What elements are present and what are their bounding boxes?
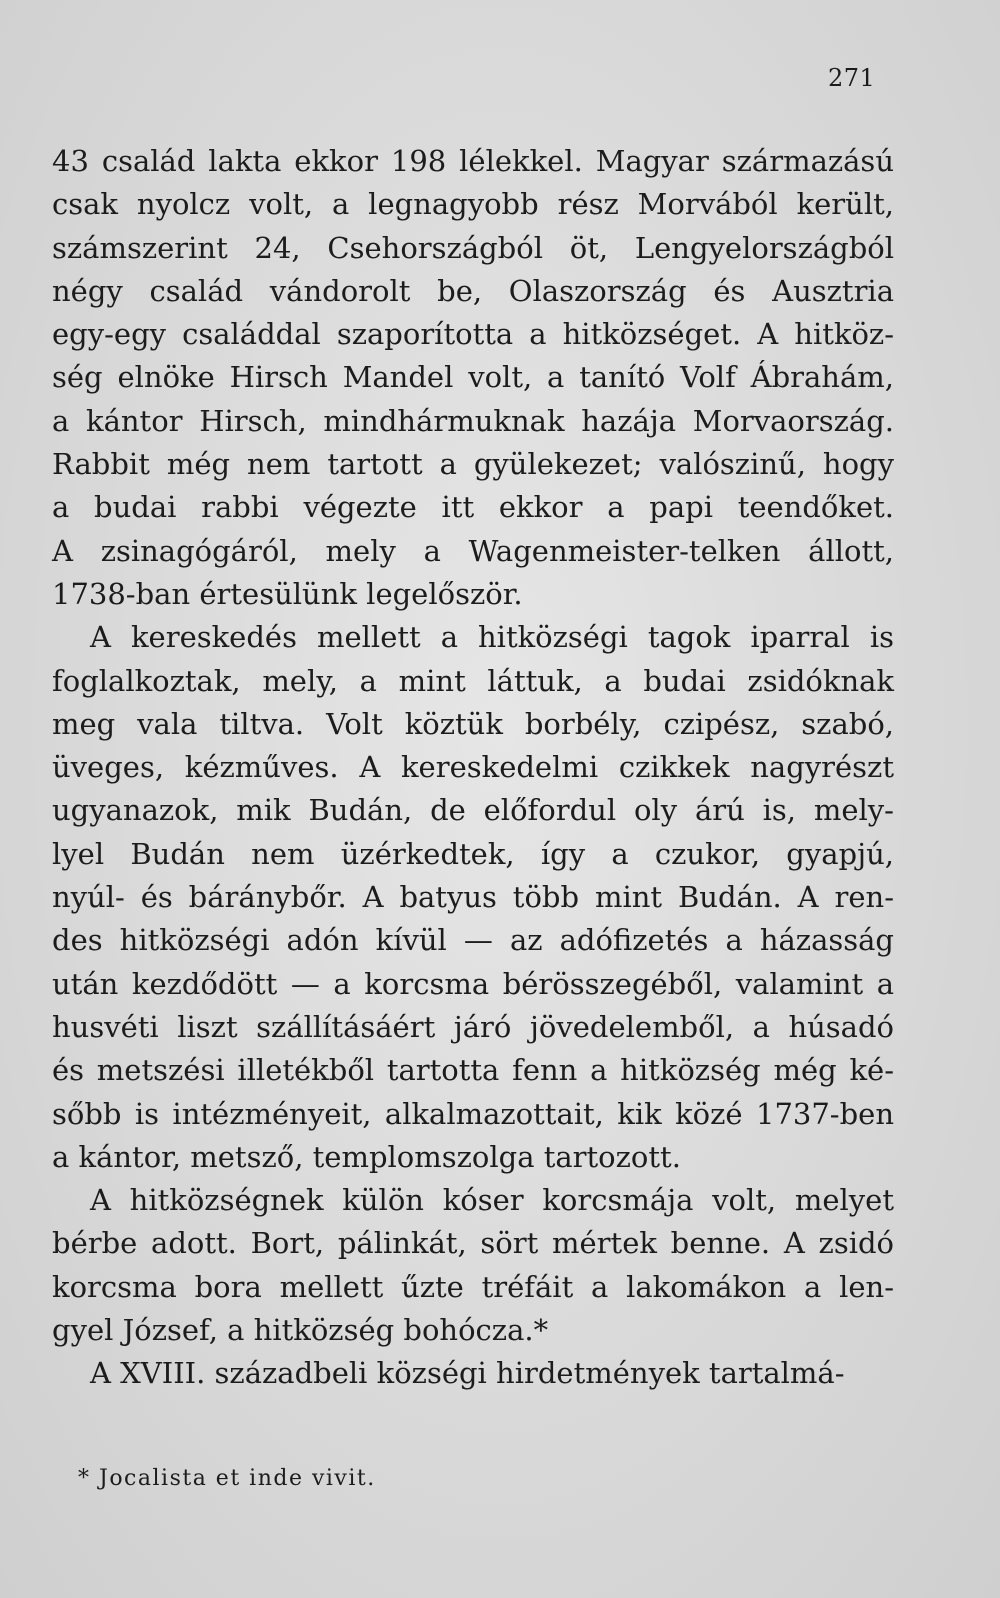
text-line: csak nyolcz volt, a legnagyobb rész Morvából került, bbox=[52, 187, 894, 222]
text-line: 1738-ban értesülünk legelőször. bbox=[52, 576, 523, 611]
text-line: és metszési illetékből tartotta fenn a hitközség még ké- bbox=[52, 1053, 894, 1088]
text-line: husvéti liszt szállításáért járó jövedelemből, a húsadó bbox=[52, 1009, 894, 1044]
text-line: meg vala tiltva. Volt köztük borbély, czipész, szabó, bbox=[52, 706, 894, 741]
text-line: ugyanazok, mik Budán, de előfordul oly árú is, mely- bbox=[52, 793, 894, 828]
text-line: négy család vándorolt be, Olaszország és Ausztria bbox=[52, 273, 894, 308]
text-line: 43 család lakta ekkor 198 lélekkel. Magyar származású bbox=[52, 144, 894, 178]
text-line: után kezdődött — a korcsma bérösszegéből, valamint a bbox=[52, 966, 894, 1001]
text-line: ség elnöke Hirsch Mandel volt, a tanító Volf Ábrahám, bbox=[52, 360, 894, 395]
text-line: A zsinagógáról, mely a Wagenmeister-telken állott, bbox=[52, 533, 894, 568]
text-line: sőbb is intézményeit, alkalmazottait, kik közé 1737-ben bbox=[52, 1096, 894, 1131]
text-line: számszerint 24, Csehországból öt, Lengyelországból bbox=[52, 230, 894, 265]
text-line: A hitközségnek külön kóser korcsmája volt, melyet bbox=[90, 1183, 894, 1218]
text-line: A XVIII. századbeli községi hirdetmények tartalmá- bbox=[90, 1356, 845, 1391]
page-number: 271 bbox=[828, 64, 876, 92]
footnote: * Jocalista et inde vivit. bbox=[78, 1466, 376, 1491]
text-line: korcsma bora mellett űzte tréfáit a lakomákon a len- bbox=[52, 1269, 894, 1304]
text-line: Rabbit még nem tartott a gyülekezet; valószinű, hogy bbox=[52, 447, 894, 482]
text-line: A kereskedés mellett a hitközségi tagok iparral is bbox=[90, 620, 894, 655]
text-line: foglalkoztak, mely, a mint láttuk, a budai zsidóknak bbox=[52, 663, 894, 698]
text-line: bérbe adott. Bort, pálinkát, sört mértek benne. A zsidó bbox=[52, 1226, 894, 1261]
text-line: lyel Budán nem üzérkedtek, így a czukor, gyapjú, bbox=[52, 836, 894, 871]
text-line: des hitközségi adón kívül — az adófizetés a házasság bbox=[52, 923, 894, 958]
text-line: üveges, kézműves. A kereskedelmi czikkek nagyrészt bbox=[52, 750, 894, 785]
text-line: a kántor Hirsch, mindhármuknak hazája Morvaország. bbox=[52, 403, 894, 438]
text-line: a budai rabbi végezte itt ekkor a papi teendőket. bbox=[52, 490, 894, 525]
text-line: nyúl- és báránybőr. A batyus több mint Budán. A ren- bbox=[52, 880, 894, 915]
text-line: egy-egy családdal szaporította a hitközséget. A hitköz- bbox=[52, 317, 894, 352]
body-text bbox=[52, 140, 894, 1396]
text-line: a kántor, metsző, templomszolga tartozott. bbox=[52, 1139, 681, 1174]
text-line: gyel József, a hitközség bohócza.* bbox=[52, 1313, 549, 1348]
